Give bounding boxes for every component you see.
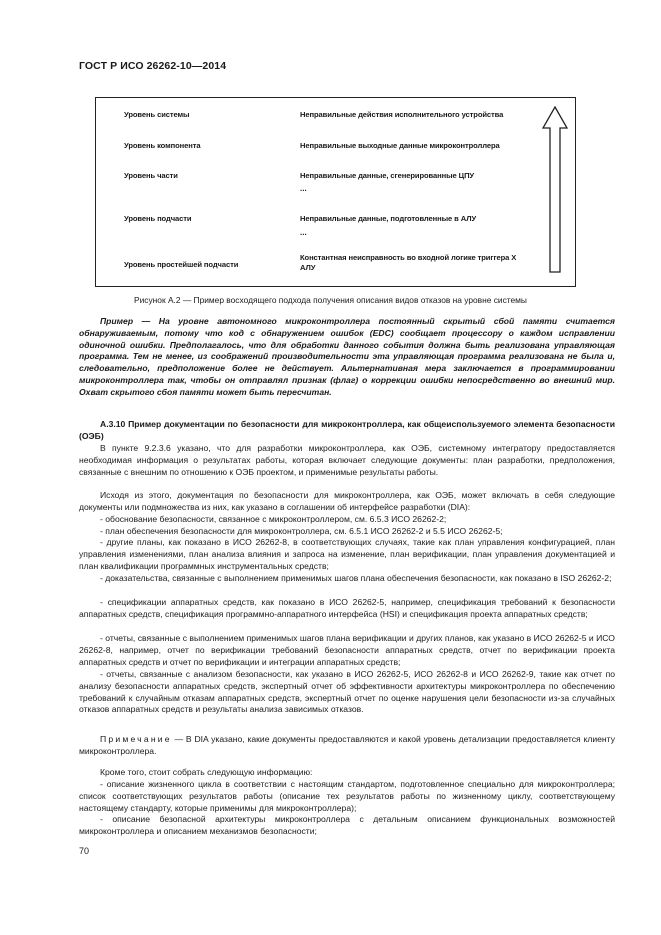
list-item: - другие планы, как показано в ИСО 26262-8, в соответствующих случаях, такие как план управления конфигурацией, план управления изменениями, план анализа влияния и запроса на изменение, план верификации, план управления документацией и план квалификации программных инструментальных средств; xyxy=(79,537,615,571)
section-heading: А.3.10 Пример документации по безопасности для микроконтроллера, как общеиспользуемого элемента безопасности (ОЭБ) xyxy=(79,419,615,441)
ellipsis-dots: ... xyxy=(300,228,307,237)
figure-caption: Рисунок А.2 — Пример восходящего подхода получения описания видов отказов на уровне системы xyxy=(134,295,527,305)
body-paragraph: В пункте 9.2.3.6 указано, что для разработки микроконтроллера, как ОЭБ, системному интегратору предоставляется необходимая информация о результатах работы, которая включает следующие документы: план разработки, предположения, связанные с внешним по отношению к ОЭБ проектом, и применимые результаты работы. xyxy=(79,443,615,477)
level-label: Уровень подчасти xyxy=(124,214,192,223)
list-item: - описание безопасной архитектуры микроконтроллера с детальным описанием функциональных возможностей микроконтроллера и описанием механизмов безопасности; xyxy=(79,814,615,836)
level-description: Неправильные выходные данные микроконтроллера xyxy=(300,141,500,150)
example-text: На уровне автономного микроконтроллера постоянный скрытый сбой памяти считается обнаруживаемым, потому что код с обнаружением ошибок (EDC) сообщает процессору о каждом исправлении одиночной ошибки. Предполагалось, что для обработки данного события должна быть реализована управляющая программа. Тем не менее, из соображений производительности эта управляющая программа реализована не была и, следовательно, предположение более не действует. Альтернативная мера заключается в программировании микроконтроллера так, чтобы он отправлял признак (флаг) о коррекции ошибки непосредственно во внешний мир. Охват скрытого сбоя памяти может быть пересчитан. xyxy=(79,316,615,397)
page-number: 70 xyxy=(79,846,90,856)
list-item: - доказательства, связанные с выполнением применимых шагов плана обеспечения безопасности, как показано в ISO 26262-2; xyxy=(100,573,612,583)
level-description: Неправильные действия исполнительного устройства xyxy=(300,110,504,119)
list-item: - обоснование безопасности, связанное с микроконтроллером, см. 6.5.3 ИСО 26262-2; xyxy=(100,514,447,524)
body-paragraph: Исходя из этого, документация по безопасности для микроконтроллера, как ОЭБ, может включать в себя следующие документы или подмножества из них, как указано в соглашении об интерфейсе разработки (DIA): xyxy=(79,490,615,512)
level-label: Уровень части xyxy=(124,171,178,180)
list-item: - спецификации аппаратных средств, как показано в ИСО 26262-5, например, спецификация требований к безопасности аппаратных средств, спецификация программно-аппаратного интерфейса (HSI) и спецификация проекта аппаратных средств; xyxy=(79,597,615,619)
level-label: Уровень компонента xyxy=(124,141,201,150)
level-description: Константная неисправность во входной логике триггера Х АЛУ xyxy=(300,253,517,272)
note-paragraph xyxy=(79,734,615,758)
list-item: - отчеты, связанные с выполнением применимых шагов плана верификации и других планов, как указано в ИСО 26262-5 и ИСО 26262-8, например, отчет по верификации требований безопасности аппаратных средств, отчет по верификации проекта аппаратных средств и отчет по верификации и интеграции аппаратных средств; xyxy=(79,633,615,667)
note-label: Примечание xyxy=(100,734,172,744)
level-label: Уровень системы xyxy=(124,110,190,119)
example-paragraph xyxy=(79,316,615,399)
example-lead: Пример — xyxy=(100,316,151,326)
list-item: - описание жизненного цикла в соответствии с настоящим стандартом, подготовленное специально для микроконтроллера; список соответствующих результатов работы (описание тех результатов работы по жизненному циклу, соответствующему настоящему стандарту, которые применимы для микроконтроллера); xyxy=(79,779,615,813)
note-text: — В DIA указано, какие документы предоставляются и какой уровень детализации предоставляется клиенту микроконтроллера. xyxy=(79,734,615,756)
document-header: ГОСТ Р ИСО 26262-10—2014 xyxy=(79,60,227,72)
list-item: - план обеспечения безопасности для микроконтроллера, см. 6.5.1 ИСО 26262-2 и 5.5 ИСО 26262-5; xyxy=(100,526,503,536)
body-paragraph: Кроме того, стоит собрать следующую информацию: xyxy=(100,767,313,777)
upward-arrow-icon xyxy=(542,106,568,274)
list-item: - отчеты, связанные с анализом безопасности, как указано в ИСО 26262-5, ИСО 26262-8 и ИСО 26262-9, такие как отчет по анализу безопасности аппаратных средств, экспертный отчет об эффективности архитектуры микроконтроллера по обеспечению требований к случайным отказам аппаратных средств, экспертный отчет по оценке нарушения цели безопасности из-за случайных отказов аппаратных средств и результаты анализа зависимых отказов. xyxy=(79,669,615,715)
ellipsis-dots: ... xyxy=(300,184,307,193)
level-description: Неправильные данные, сгенерированные ЦПУ xyxy=(300,171,475,180)
level-description: Неправильные данные, подготовленные в АЛУ xyxy=(300,214,477,223)
level-label: Уровень простейшей подчасти xyxy=(124,260,239,269)
figure-bottom-up-diagram xyxy=(95,97,576,287)
